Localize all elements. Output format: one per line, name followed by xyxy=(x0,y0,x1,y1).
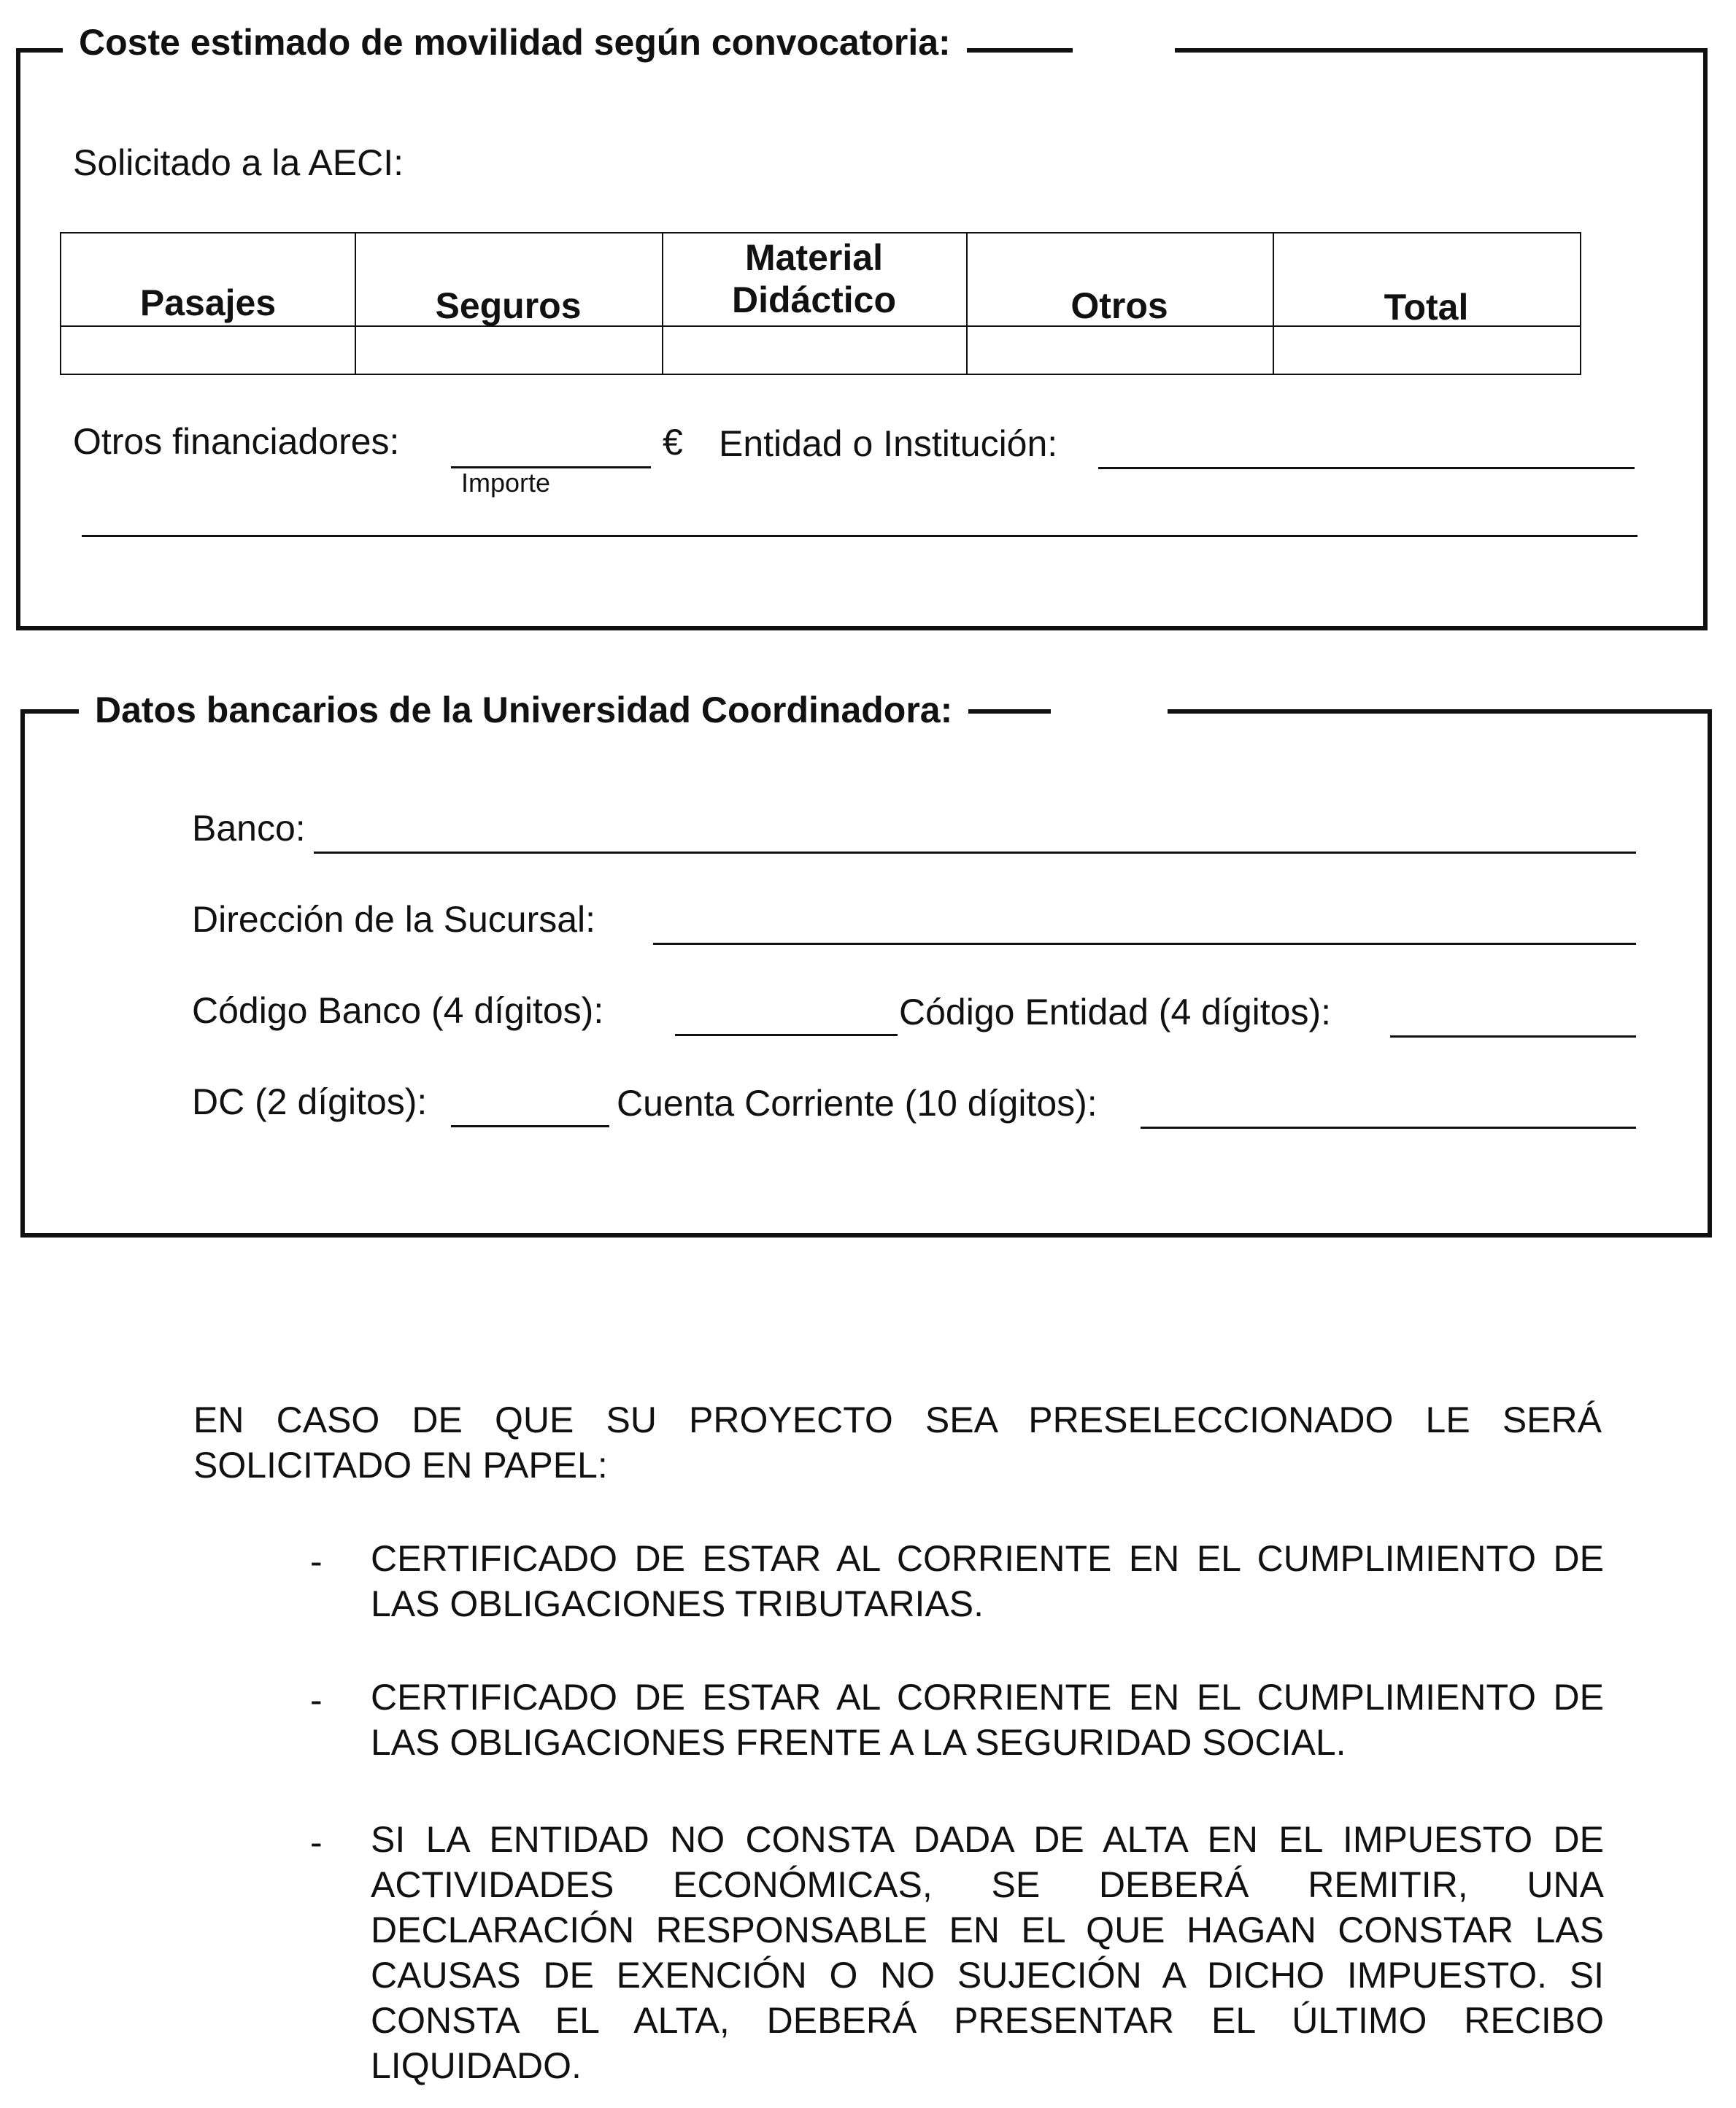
notice-intro: EN CASO DE QUE SU PROYECTO SEA PRESELECCIONADO LE SERÁ SOLICITADO EN PAPEL: xyxy=(193,1399,1602,1486)
branch-label: Dirección de la Sucursal: xyxy=(192,899,596,940)
bullet-1: - xyxy=(310,1541,323,1582)
value-cell-pasajes[interactable] xyxy=(61,327,355,374)
value-cell-material[interactable] xyxy=(662,327,966,374)
entity-field[interactable] xyxy=(1098,431,1635,469)
dc-label: DC (2 dígitos): xyxy=(192,1081,428,1122)
bank-code-field[interactable] xyxy=(675,1034,898,1036)
bullet-3: - xyxy=(310,1822,323,1863)
bullet-2: - xyxy=(310,1680,323,1721)
bank-section-box xyxy=(20,709,1712,1238)
cost-table xyxy=(60,232,1581,375)
bank-label: Banco: xyxy=(192,808,306,849)
currency-symbol: € xyxy=(663,422,683,463)
entity-code-field[interactable] xyxy=(1390,1035,1636,1038)
header-material-didactico: Material Didáctico xyxy=(731,237,897,320)
header-seguros: Seguros xyxy=(435,285,582,326)
entity-continuation-line[interactable] xyxy=(82,535,1637,537)
account-field[interactable] xyxy=(1141,1127,1636,1129)
bank-code-label: Código Banco (4 dígitos): xyxy=(192,990,604,1031)
dc-field[interactable] xyxy=(451,1125,609,1127)
value-cell-seguros[interactable] xyxy=(355,327,662,374)
account-label: Cuenta Corriente (10 dígitos): xyxy=(617,1083,1097,1124)
requirement-tax: CERTIFICADO DE ESTAR AL CORRIENTE EN EL CUMPLIMIENTO DE LAS OBLIGACIONES TRIBUTARIAS. xyxy=(371,1538,1604,1624)
header-total: Total xyxy=(1384,287,1469,328)
cost-section-title: Coste estimado de movilidad según convocatoria: xyxy=(63,20,967,64)
header-otros: Otros xyxy=(1070,285,1168,326)
requested-label: Solicitado a la AECI: xyxy=(73,142,404,183)
branch-field[interactable] xyxy=(653,943,1636,945)
legend-gap xyxy=(1073,29,1175,58)
amount-sublabel: Importe xyxy=(461,468,551,498)
entity-code-label: Código Entidad (4 dígitos): xyxy=(899,992,1332,1032)
requirement-social-security: CERTIFICADO DE ESTAR AL CORRIENTE EN EL CUMPLIMIENTO DE LAS OBLIGACIONES FRENTE A LA SEGURIDAD SOCIAL. xyxy=(371,1677,1604,1763)
header-pasajes: Pasajes xyxy=(139,282,277,323)
requirement-iae: SI LA ENTIDAD NO CONSTA DADA DE ALTA EN EL IMPUESTO DE ACTIVIDADES ECONÓMICAS, SE DEBERÁ REMITIR, UNA DECLARACIÓN RESPONSABLE EN EL QUE HAGAN CONSTAR LAS CAUSAS DE EXENCIÓN O NO SUJECIÓN A DICHO IMPUESTO. SI CONSTA EL ALTA, DEBERÁ PRESENTAR EL ÚLTIMO RECIBO LIQUIDADO. xyxy=(371,1819,1604,2086)
bank-field[interactable] xyxy=(314,852,1636,854)
entity-label: Entidad o Institución: xyxy=(719,423,1058,464)
other-funders-label: Otros financiadores: xyxy=(73,421,400,462)
value-cell-otros[interactable] xyxy=(966,327,1273,374)
bank-section-title: Datos bancarios de la Universidad Coordinadora: xyxy=(79,688,968,732)
value-cell-total[interactable] xyxy=(1273,327,1580,374)
amount-field[interactable] xyxy=(451,427,651,468)
legend-gap-2 xyxy=(1051,693,1168,722)
